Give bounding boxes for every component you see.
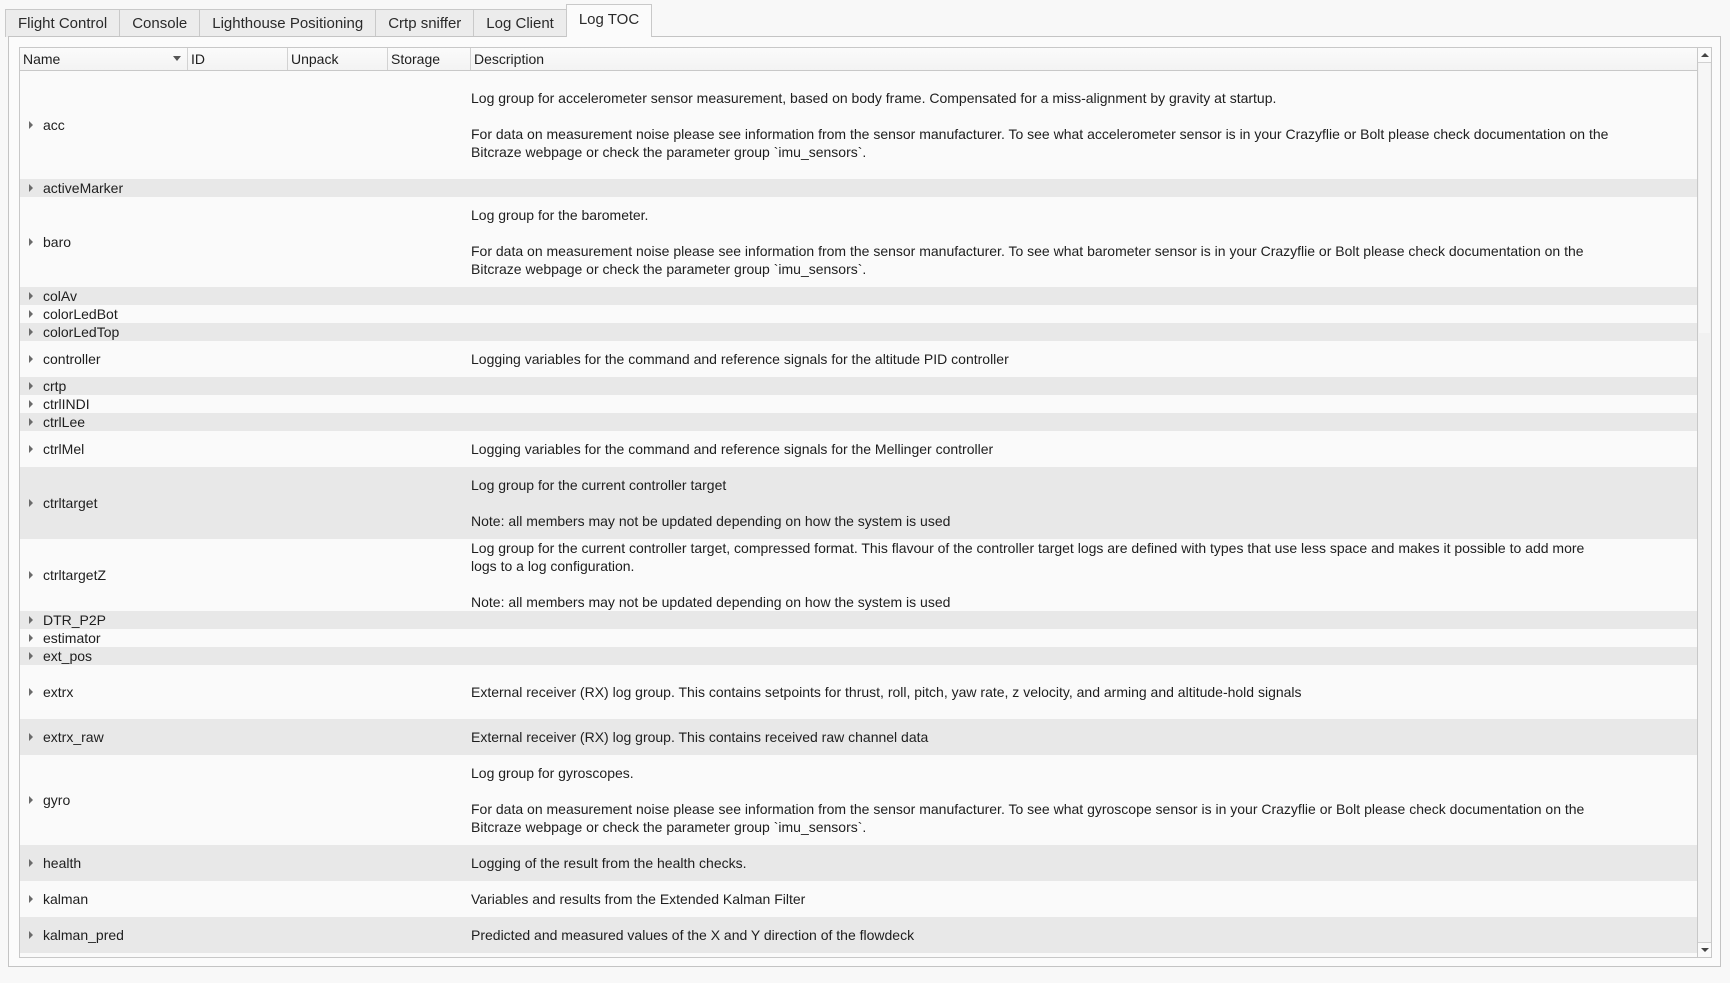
column-header-id[interactable] bbox=[188, 48, 288, 70]
description-line: For data on measurement noise please see information from the sensor manufacturer. To see what gyroscope sensor is in your Crazyflie or Bolt please check documentation on the bbox=[471, 801, 1585, 817]
name-cell bbox=[20, 323, 471, 341]
arrow-down-icon bbox=[1701, 948, 1709, 952]
name-cell bbox=[20, 881, 471, 917]
name-cell bbox=[20, 611, 471, 629]
triangle-right-icon[interactable] bbox=[29, 238, 33, 246]
name-cell bbox=[20, 665, 471, 719]
description-line bbox=[471, 494, 1694, 512]
triangle-right-icon[interactable] bbox=[29, 400, 33, 408]
group-name: health bbox=[43, 855, 82, 871]
description-line: Logging variables for the command and reference signals for the altitude PID controller bbox=[471, 351, 1009, 367]
group-name: ext_pos bbox=[43, 648, 93, 664]
tree-header bbox=[20, 48, 1698, 71]
description-line: Predicted and measured values of the X and Y direction of the flowdeck bbox=[471, 927, 915, 943]
tree-row[interactable] bbox=[20, 665, 1698, 719]
tab-bar bbox=[5, 4, 651, 37]
name-cell bbox=[20, 71, 471, 179]
name-cell bbox=[20, 197, 471, 287]
tree-row[interactable] bbox=[20, 719, 1698, 755]
tab-log-toc[interactable]: Log TOC bbox=[566, 4, 652, 37]
triangle-right-icon[interactable] bbox=[29, 355, 33, 363]
column-header-label: Name bbox=[23, 51, 61, 67]
description-line: Log group for the barometer. bbox=[471, 207, 649, 223]
description-cell bbox=[471, 71, 1698, 179]
tree-row[interactable] bbox=[20, 917, 1698, 953]
description-line: Log group for accelerometer sensor measurement, based on body frame. Compensated for a miss-alignment by gravity at startup. bbox=[471, 90, 1277, 106]
description-cell bbox=[471, 719, 1698, 755]
description-cell bbox=[471, 179, 1698, 197]
name-cell bbox=[20, 431, 471, 467]
triangle-right-icon[interactable] bbox=[29, 310, 33, 318]
tree-row[interactable] bbox=[20, 323, 1698, 341]
tree-row[interactable] bbox=[20, 611, 1698, 629]
description-line: Note: all members may not be updated depending on how the system is used bbox=[471, 594, 951, 610]
description-line: External receiver (RX) log group. This contains setpoints for thrust, roll, pitch, yaw rate, z velocity, and arming and altitude-hold signals bbox=[471, 684, 1302, 700]
name-cell bbox=[20, 413, 471, 431]
triangle-right-icon[interactable] bbox=[29, 121, 33, 129]
description-cell bbox=[471, 431, 1698, 467]
description-line bbox=[471, 224, 1694, 242]
scroll-up-button[interactable] bbox=[1698, 48, 1711, 63]
tree-row[interactable] bbox=[20, 287, 1698, 305]
group-name: ctrlMel bbox=[43, 441, 85, 457]
description-cell bbox=[471, 917, 1698, 953]
group-name: gyro bbox=[43, 792, 71, 808]
triangle-right-icon[interactable] bbox=[29, 184, 33, 192]
description-line bbox=[471, 782, 1694, 800]
sort-down-icon bbox=[173, 56, 181, 61]
group-name: extrx_raw bbox=[43, 729, 104, 745]
tree-row[interactable] bbox=[20, 647, 1698, 665]
tab-crtp-sniffer[interactable]: Crtp sniffer bbox=[375, 9, 474, 37]
group-name: activeMarker bbox=[43, 180, 124, 196]
column-header-storage[interactable] bbox=[388, 48, 471, 70]
name-cell bbox=[20, 539, 471, 611]
description-cell bbox=[471, 323, 1698, 341]
description-cell bbox=[471, 197, 1698, 287]
description-line: Log group for the current controller target bbox=[471, 477, 727, 493]
description-cell bbox=[471, 377, 1698, 395]
name-cell bbox=[20, 287, 471, 305]
description-line: Note: all members may not be updated depending on how the system is used bbox=[471, 513, 951, 529]
description-cell bbox=[471, 881, 1698, 917]
tree-row[interactable] bbox=[20, 395, 1698, 413]
group-name: colorLedTop bbox=[43, 324, 120, 340]
group-name: ctrltarget bbox=[43, 495, 98, 511]
tree-row[interactable] bbox=[20, 467, 1698, 539]
group-name: crtp bbox=[43, 378, 67, 394]
description-line: logs to a log configuration. bbox=[471, 558, 635, 574]
tree-rows bbox=[20, 71, 1698, 953]
column-header-label: Storage bbox=[391, 51, 441, 67]
log-toc-pane bbox=[8, 36, 1721, 967]
vertical-scrollbar[interactable] bbox=[1697, 48, 1711, 957]
name-cell bbox=[20, 395, 471, 413]
triangle-right-icon[interactable] bbox=[29, 571, 33, 579]
tab-log-client[interactable]: Log Client bbox=[473, 9, 567, 37]
tree-row[interactable] bbox=[20, 431, 1698, 467]
description-line: Bitcraze webpage or check the parameter group `imu_sensors`. bbox=[471, 819, 867, 835]
triangle-right-icon[interactable] bbox=[29, 688, 33, 696]
tree-row[interactable] bbox=[20, 881, 1698, 917]
name-cell bbox=[20, 917, 471, 953]
description-line: External receiver (RX) log group. This contains received raw channel data bbox=[471, 729, 929, 745]
triangle-right-icon[interactable] bbox=[29, 418, 33, 426]
triangle-right-icon[interactable] bbox=[29, 652, 33, 660]
description-line: Bitcraze webpage or check the parameter group `imu_sensors`. bbox=[471, 261, 867, 277]
column-header-label: ID bbox=[191, 51, 205, 67]
description-cell bbox=[471, 341, 1698, 377]
group-name: kalman_pred bbox=[43, 927, 124, 943]
name-cell bbox=[20, 467, 471, 539]
triangle-right-icon[interactable] bbox=[29, 382, 33, 390]
tree-row[interactable] bbox=[20, 755, 1698, 845]
group-name: ctrlINDI bbox=[43, 396, 90, 412]
description-line: Bitcraze webpage or check the parameter group `imu_sensors`. bbox=[471, 144, 867, 160]
tree-row[interactable] bbox=[20, 539, 1698, 611]
name-cell bbox=[20, 719, 471, 755]
name-cell bbox=[20, 629, 471, 647]
description-cell bbox=[471, 467, 1698, 539]
triangle-right-icon[interactable] bbox=[29, 796, 33, 804]
name-cell bbox=[20, 647, 471, 665]
group-name: colorLedBot bbox=[43, 306, 118, 322]
group-name: estimator bbox=[43, 630, 101, 646]
column-header-name[interactable] bbox=[20, 48, 188, 70]
tree-row[interactable] bbox=[20, 629, 1698, 647]
description-line: Logging variables for the command and reference signals for the Mellinger controller bbox=[471, 441, 994, 457]
group-name: kalman bbox=[43, 891, 89, 907]
tree-row[interactable] bbox=[20, 197, 1698, 287]
tree-row[interactable] bbox=[20, 305, 1698, 323]
group-name: baro bbox=[43, 234, 72, 250]
triangle-right-icon[interactable] bbox=[29, 499, 33, 507]
group-name: ctrlLee bbox=[43, 414, 86, 430]
column-header-label: Description bbox=[474, 51, 545, 67]
triangle-right-icon[interactable] bbox=[29, 445, 33, 453]
description-line bbox=[471, 575, 1694, 593]
group-name: DTR_P2P bbox=[43, 612, 107, 628]
group-name: controller bbox=[43, 351, 101, 367]
description-line bbox=[471, 107, 1694, 125]
description-cell bbox=[471, 755, 1698, 845]
column-header-unpack[interactable] bbox=[288, 48, 388, 70]
description-line: For data on measurement noise please see information from the sensor manufacturer. To see what accelerometer sensor is in your Crazyflie or Bolt please check documentation on the bbox=[471, 126, 1609, 142]
description-line bbox=[471, 161, 1694, 179]
description-cell bbox=[471, 395, 1698, 413]
name-cell bbox=[20, 377, 471, 395]
description-line: Log group for gyroscopes. bbox=[471, 765, 634, 781]
scrollbar-thumb[interactable] bbox=[1699, 63, 1710, 333]
group-name: ctrltargetZ bbox=[43, 567, 107, 583]
description-cell bbox=[471, 287, 1698, 305]
log-toc-tree[interactable] bbox=[19, 47, 1712, 958]
triangle-right-icon[interactable] bbox=[29, 859, 33, 867]
description-cell bbox=[471, 845, 1698, 881]
triangle-right-icon[interactable] bbox=[29, 292, 33, 300]
description-line: Variables and results from the Extended Kalman Filter bbox=[471, 891, 806, 907]
tree-row[interactable] bbox=[20, 179, 1698, 197]
name-cell bbox=[20, 305, 471, 323]
tree-row[interactable] bbox=[20, 413, 1698, 431]
column-header-description[interactable] bbox=[471, 48, 1698, 70]
name-cell bbox=[20, 179, 471, 197]
description-cell bbox=[471, 539, 1698, 611]
tree-row[interactable] bbox=[20, 71, 1698, 179]
description-line: For data on measurement noise please see information from the sensor manufacturer. To see what barometer sensor is in your Crazyflie or Bolt please check documentation on the bbox=[471, 243, 1584, 259]
triangle-right-icon[interactable] bbox=[29, 895, 33, 903]
group-name: colAv bbox=[43, 288, 77, 304]
group-name: extrx bbox=[43, 684, 74, 700]
name-cell bbox=[20, 755, 471, 845]
name-cell bbox=[20, 341, 471, 377]
triangle-right-icon[interactable] bbox=[29, 616, 33, 624]
tab-console[interactable]: Console bbox=[119, 9, 200, 37]
tab-lighthouse-positioning[interactable]: Lighthouse Positioning bbox=[199, 9, 376, 37]
description-cell bbox=[471, 305, 1698, 323]
description-line: Log group for the current controller target, compressed format. This flavour of the controller target logs are defined with types that use less space and makes it possible to add more bbox=[471, 540, 1585, 556]
triangle-right-icon[interactable] bbox=[29, 328, 33, 336]
triangle-right-icon[interactable] bbox=[29, 634, 33, 642]
arrow-up-icon bbox=[1701, 53, 1709, 57]
tree-row[interactable] bbox=[20, 845, 1698, 881]
description-cell bbox=[471, 413, 1698, 431]
description-line bbox=[471, 71, 1694, 89]
description-line: Logging of the result from the health checks. bbox=[471, 855, 747, 871]
triangle-right-icon[interactable] bbox=[29, 931, 33, 939]
scroll-down-button[interactable] bbox=[1698, 942, 1711, 957]
group-name: acc bbox=[43, 117, 65, 133]
name-cell bbox=[20, 845, 471, 881]
tree-row[interactable] bbox=[20, 341, 1698, 377]
description-cell bbox=[471, 611, 1698, 629]
description-cell bbox=[471, 665, 1698, 719]
description-cell bbox=[471, 647, 1698, 665]
column-header-label: Unpack bbox=[291, 51, 339, 67]
description-cell bbox=[471, 629, 1698, 647]
triangle-right-icon[interactable] bbox=[29, 733, 33, 741]
tree-row[interactable] bbox=[20, 377, 1698, 395]
tab-flight-control[interactable]: Flight Control bbox=[5, 9, 120, 37]
